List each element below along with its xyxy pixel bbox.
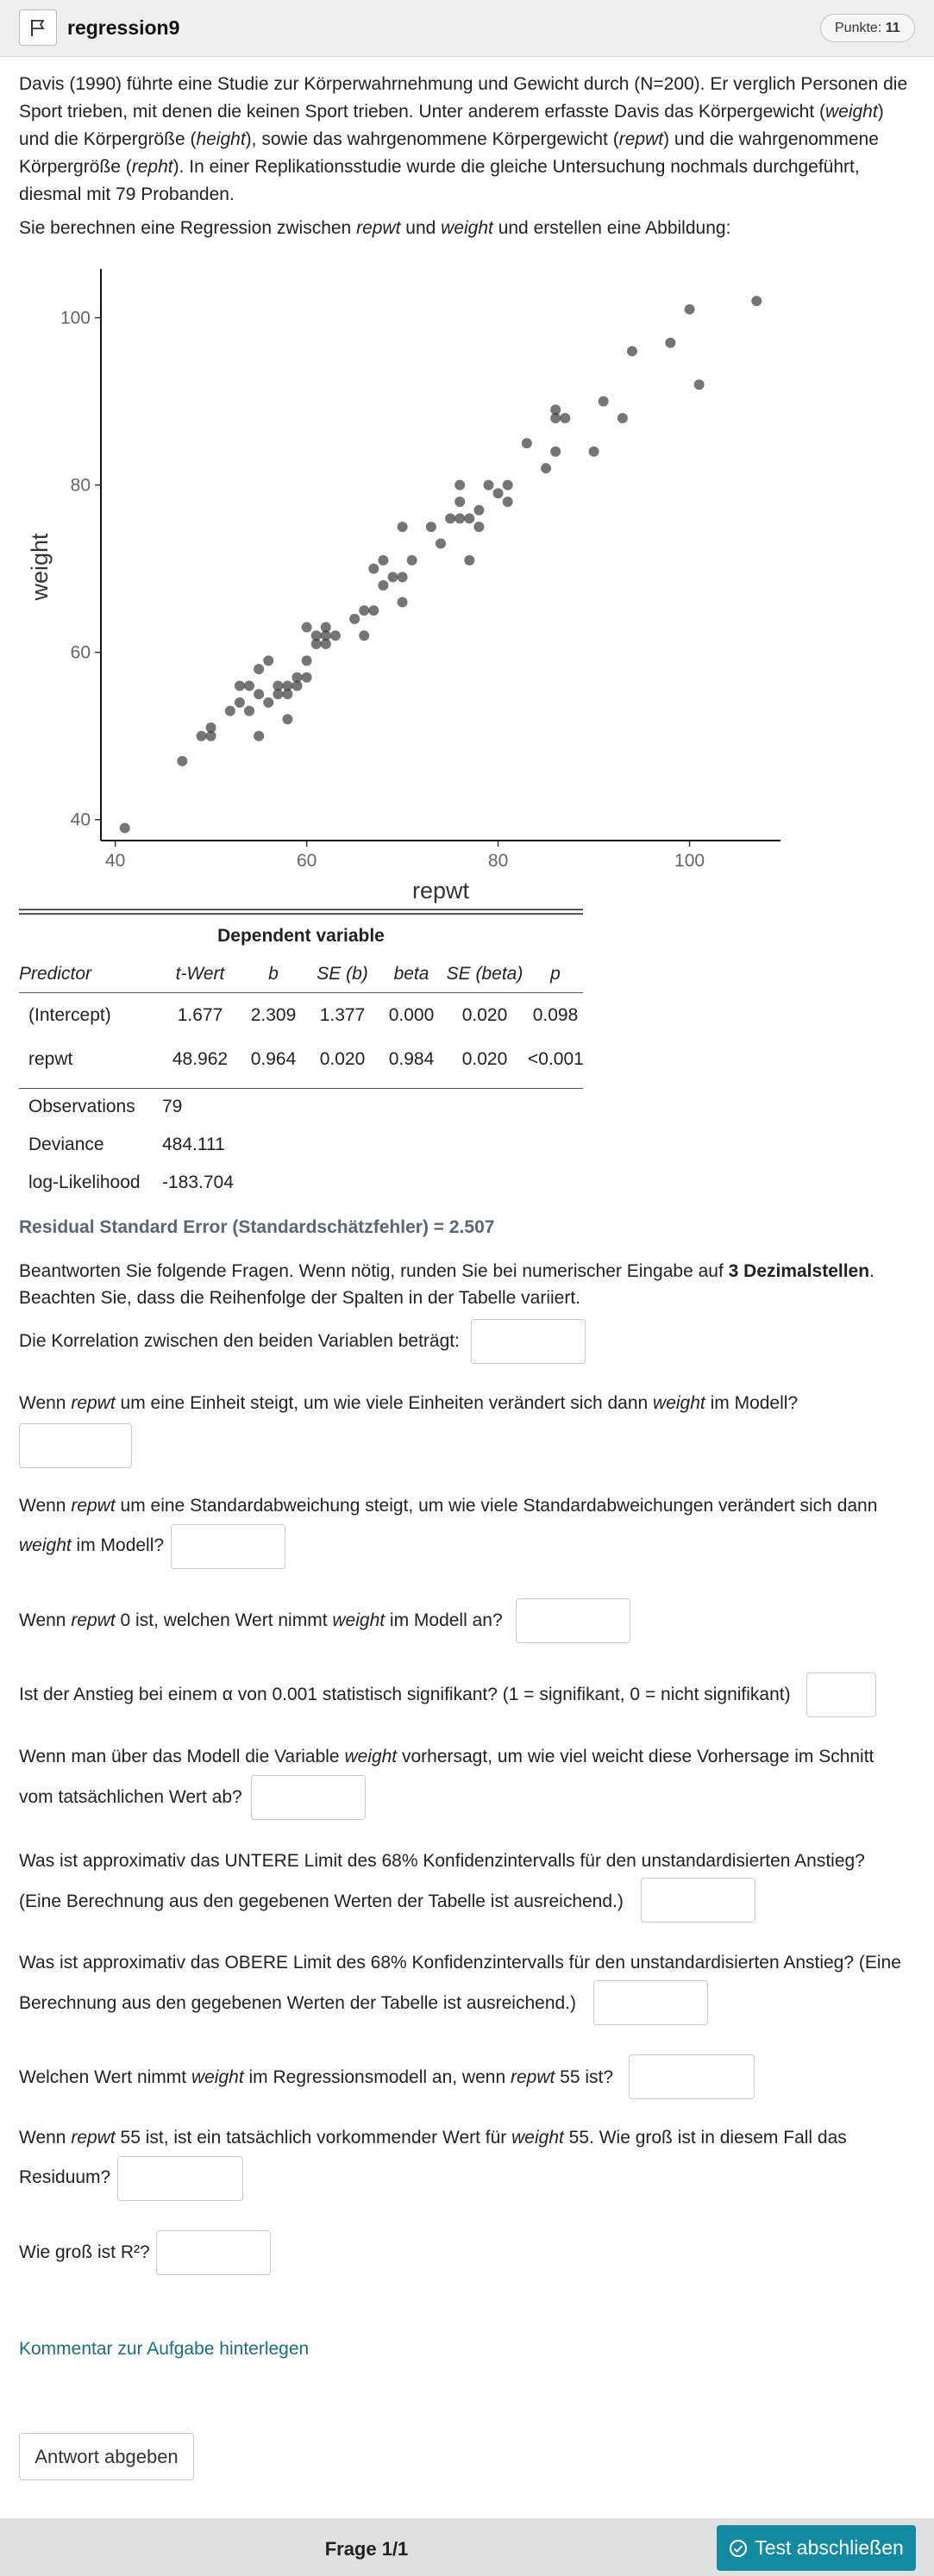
stat-value: 484.111 bbox=[162, 1135, 225, 1154]
data-point bbox=[617, 413, 628, 423]
data-point bbox=[359, 630, 369, 641]
intro-part: Davis (1990) führte eine Studie zur Körperwahrnehmung und Gewicht durch (N=200). Er verglich Personen die Sport trieben, mit denen die keinen Sport trieben. Unter anderem erfasste Davis das Körpergewicht ( bbox=[19, 74, 908, 122]
q-text: 55. Wie groß ist in diesem Fall das bbox=[563, 2128, 847, 2148]
x-tick-label: 80 bbox=[487, 851, 509, 871]
q-text: Wenn bbox=[19, 2128, 72, 2148]
var-height: height bbox=[196, 129, 246, 149]
y-tick-label: 40 bbox=[70, 810, 91, 830]
var-weight: weight bbox=[441, 218, 493, 238]
answer-input-significance[interactable] bbox=[806, 1673, 876, 1717]
answer-input-ci-lower[interactable] bbox=[641, 1878, 755, 1923]
question-3-cont bbox=[19, 1532, 916, 1560]
data-point bbox=[454, 497, 465, 507]
data-point bbox=[398, 572, 408, 582]
question-11: Wie groß ist R²? bbox=[19, 2242, 150, 2262]
instructions-text: Beantworten Sie folgende Fragen. Wenn nötig, runden Sie bei numerischer Eingabe auf bbox=[19, 1261, 729, 1281]
x-tick-label: 60 bbox=[296, 851, 317, 871]
question-4 bbox=[19, 1607, 916, 1635]
question-7: Was ist approximativ das UNTERE Limit des 68% Konfidenzintervalls für den unstandardisierten Anstieg? bbox=[19, 1851, 865, 1871]
q-text: um eine Einheit steigt, um wie viele Einheiten verändert sich dann bbox=[115, 1393, 654, 1413]
intro-part: ). In einer Replikationsstudie wurde die gleiche Untersuchung nochmals durchgeführt, diesmal mit 79 Probanden. bbox=[19, 157, 860, 204]
question-title: regression9 bbox=[67, 16, 180, 39]
data-point bbox=[282, 714, 292, 724]
question-3 bbox=[19, 1492, 916, 1520]
data-point bbox=[206, 722, 216, 733]
answer-input-prediction[interactable] bbox=[629, 2054, 755, 2099]
data-point bbox=[599, 397, 609, 407]
data-point bbox=[388, 572, 398, 582]
intro-part: ) und die wahrgenommene Körpergröße ( bbox=[19, 129, 879, 177]
q-text: im Modell? bbox=[705, 1393, 799, 1413]
data-point bbox=[263, 697, 273, 708]
y-tick-label: 60 bbox=[70, 642, 91, 663]
data-point bbox=[665, 338, 675, 348]
answer-input-intercept[interactable] bbox=[516, 1598, 630, 1643]
stat-value: -183.704 bbox=[162, 1172, 234, 1192]
data-point bbox=[311, 630, 322, 641]
stat-value: 79 bbox=[162, 1097, 183, 1116]
q-text: Wenn bbox=[19, 1393, 72, 1413]
table-column-header: Predictor bbox=[19, 964, 92, 984]
comment-link[interactable]: Kommentar zur Aufgabe hinterlegen bbox=[19, 2339, 310, 2359]
data-point bbox=[302, 672, 312, 683]
data-point bbox=[550, 404, 561, 415]
points-badge bbox=[820, 14, 915, 42]
table-cell: 0.020 bbox=[461, 1005, 508, 1025]
question-1: Die Korrelation zwischen den beiden Variablen beträgt: bbox=[19, 1331, 460, 1351]
flag-button[interactable] bbox=[19, 9, 57, 46]
points-label: Punkte: bbox=[835, 21, 882, 35]
stat-label: Deviance bbox=[28, 1135, 104, 1154]
footer-bar bbox=[0, 2518, 934, 2576]
answer-input-residual[interactable] bbox=[117, 2156, 243, 2201]
question-6-cont: vom tatsächlichen Wert ab? bbox=[19, 1787, 242, 1807]
data-point bbox=[235, 680, 245, 691]
table-cell: (Intercept) bbox=[28, 1005, 111, 1025]
q-text: 55 ist, ist ein tatsächlich vorkommender Wert für bbox=[115, 2128, 512, 2148]
data-point bbox=[541, 463, 551, 473]
data-point bbox=[292, 680, 303, 691]
data-point bbox=[483, 480, 493, 491]
question-10-cont: Residuum? bbox=[19, 2167, 111, 2187]
var-weight: weight bbox=[344, 1747, 398, 1766]
intro-part: Sie berechnen eine Regression zwischen bbox=[19, 218, 357, 238]
data-point bbox=[398, 522, 408, 532]
question-8: Was ist approximativ das OBERE Limit des 68% Konfidenzintervalls für den unstandardisierten Anstieg? (Eine bbox=[19, 1953, 901, 1973]
var-repwt: repwt bbox=[71, 1496, 116, 1516]
x-tick-label: 40 bbox=[104, 851, 126, 871]
intro-part: ), sowie das wahrgenommene Körpergewicht ( bbox=[245, 129, 619, 149]
table-cell: repwt bbox=[28, 1049, 73, 1069]
intro-text bbox=[19, 71, 916, 209]
data-point bbox=[263, 655, 273, 666]
table-header-rule bbox=[19, 992, 583, 993]
data-point bbox=[235, 697, 245, 708]
question-10 bbox=[19, 2124, 916, 2152]
y-tick-label: 80 bbox=[70, 475, 91, 496]
q-text: 55 ist? bbox=[555, 2067, 614, 2087]
table-cell: 0.020 bbox=[319, 1049, 366, 1069]
finish-test-label: Test abschließen bbox=[755, 2536, 904, 2559]
data-point bbox=[177, 756, 187, 766]
data-point bbox=[349, 614, 360, 624]
data-point bbox=[589, 447, 599, 457]
data-point bbox=[244, 706, 254, 716]
finish-test-button[interactable] bbox=[717, 2525, 916, 2571]
data-point bbox=[254, 731, 264, 741]
data-point bbox=[368, 564, 379, 574]
table-column-header: SE (b) bbox=[317, 964, 368, 984]
q-text: um eine Standardabweichung steigt, um wie viele Standardabweichungen verändert sich dann bbox=[115, 1496, 878, 1516]
q-text: vorhersagt, um wie viel weicht diese Vorhersage im Schnitt bbox=[397, 1747, 874, 1766]
data-point bbox=[398, 597, 408, 607]
submit-answer-button[interactable]: Antwort abgeben bbox=[19, 2433, 194, 2480]
data-point bbox=[254, 664, 264, 674]
question-5: Ist der Anstieg bei einem α von 0.001 statistisch signifikant? (1 = signifikant, 0 = nicht signifikant) bbox=[19, 1685, 791, 1704]
check-circle-icon bbox=[729, 2539, 748, 2558]
var-weight: weight bbox=[191, 2067, 244, 2087]
data-point bbox=[368, 605, 379, 616]
table-column-header: p bbox=[550, 964, 561, 984]
data-point bbox=[560, 413, 570, 423]
data-point bbox=[378, 555, 388, 566]
data-point bbox=[302, 655, 312, 666]
answer-input-r-squared[interactable] bbox=[156, 2230, 271, 2275]
data-point bbox=[407, 555, 417, 566]
var-repwt: repwt bbox=[356, 218, 401, 238]
q-text: Wenn man über das Modell die Variable bbox=[19, 1747, 345, 1766]
data-point bbox=[359, 605, 369, 616]
top-bar bbox=[0, 0, 934, 57]
var-repht: repht bbox=[131, 157, 173, 177]
var-repwt: repwt bbox=[618, 129, 664, 149]
data-point bbox=[282, 689, 292, 699]
var-repwt: repwt bbox=[510, 2067, 555, 2087]
q-text: im Regressionsmodell an, wenn bbox=[243, 2067, 511, 2087]
var-repwt: repwt bbox=[71, 1393, 116, 1413]
table-column-header: t-Wert bbox=[175, 964, 225, 984]
stat-label: Observations bbox=[28, 1097, 135, 1116]
data-point bbox=[493, 488, 504, 498]
intro-line2 bbox=[19, 215, 916, 242]
data-point bbox=[473, 505, 484, 516]
y-axis-title: weight bbox=[27, 533, 53, 601]
data-point bbox=[330, 630, 341, 641]
table-cell: 0.984 bbox=[388, 1049, 435, 1069]
table-cell: 2.309 bbox=[250, 1005, 297, 1025]
page-indicator: Frage 1/1 bbox=[324, 2538, 409, 2560]
data-point bbox=[473, 522, 484, 532]
q-text: Welchen Wert nimmt bbox=[19, 2067, 191, 2087]
q-text: im Modell? bbox=[71, 1535, 165, 1555]
data-point bbox=[751, 296, 762, 306]
data-point bbox=[503, 497, 513, 507]
stat-label: log-Likelihood bbox=[28, 1172, 141, 1192]
table-cell: 0.000 bbox=[388, 1005, 435, 1025]
var-weight: weight bbox=[824, 102, 878, 122]
table-cell: 0.098 bbox=[532, 1005, 579, 1025]
residual-standard-error: Residual Standard Error (Standardschätzfehler) = 2.507 bbox=[19, 1217, 495, 1237]
data-point bbox=[454, 480, 465, 491]
table-column-header: SE (beta) bbox=[446, 964, 523, 984]
scatter-chart bbox=[0, 250, 934, 905]
data-point bbox=[685, 304, 695, 315]
instructions-text: . bbox=[869, 1261, 874, 1281]
y-tick-label: 100 bbox=[60, 308, 91, 328]
data-point bbox=[694, 379, 705, 390]
q-text: im Modell an? bbox=[385, 1610, 503, 1630]
data-point bbox=[436, 539, 446, 549]
data-point bbox=[225, 706, 235, 716]
answer-input-rse[interactable] bbox=[251, 1775, 366, 1820]
var-weight: weight bbox=[19, 1535, 72, 1555]
question-6 bbox=[19, 1743, 916, 1771]
answer-input-beta[interactable] bbox=[171, 1524, 285, 1569]
var-weight: weight bbox=[332, 1610, 386, 1630]
data-point bbox=[273, 680, 283, 691]
table-cell: 1.677 bbox=[177, 1005, 223, 1025]
points-value: 11 bbox=[885, 21, 900, 35]
x-axis-title: repwt bbox=[411, 878, 470, 903]
data-point bbox=[120, 822, 130, 833]
question-7-cont: (Eine Berechnung aus den gegebenen Werten der Tabelle ist ausreichend.) bbox=[19, 1891, 624, 1911]
data-point bbox=[464, 513, 474, 523]
data-point bbox=[254, 689, 264, 699]
intro-part: und bbox=[400, 218, 442, 238]
var-weight: weight bbox=[653, 1393, 705, 1413]
var-repwt: repwt bbox=[71, 2128, 116, 2148]
data-point bbox=[454, 513, 465, 523]
flag-icon bbox=[29, 18, 47, 37]
data-point bbox=[302, 622, 312, 633]
data-point bbox=[627, 346, 637, 356]
q-text: 0 ist, welchen Wert nimmt bbox=[115, 1610, 333, 1630]
data-point bbox=[522, 438, 532, 448]
question-2 bbox=[19, 1390, 916, 1417]
table-top-rule bbox=[19, 913, 583, 915]
data-point bbox=[244, 680, 254, 691]
data-point bbox=[503, 480, 513, 491]
instructions-emphasis: 3 Dezimalstellen bbox=[728, 1261, 870, 1281]
table-body-rule bbox=[19, 1088, 583, 1089]
data-point bbox=[445, 513, 455, 523]
question-8-cont: Berechnung aus den gegebenen Werten der Tabelle ist ausreichend.) bbox=[19, 1993, 577, 2013]
intro-part: und erstellen eine Abbildung: bbox=[492, 218, 731, 238]
table-cell: <0.001 bbox=[528, 1049, 584, 1069]
table-cell: 1.377 bbox=[319, 1005, 366, 1025]
table-cell: 0.964 bbox=[250, 1049, 297, 1069]
table-top-rule bbox=[19, 909, 583, 910]
q-text: Wenn bbox=[19, 1610, 72, 1630]
x-tick-label: 100 bbox=[674, 851, 705, 871]
dependent-variable-header: Dependent variable bbox=[217, 926, 385, 946]
var-repwt: repwt bbox=[71, 1610, 116, 1630]
data-point bbox=[321, 630, 331, 641]
data-point bbox=[550, 447, 561, 457]
instructions bbox=[19, 1258, 916, 1311]
table-column-header: b bbox=[268, 964, 279, 984]
table-cell: 0.020 bbox=[461, 1049, 508, 1069]
question-9 bbox=[19, 2064, 916, 2091]
answer-input-ci-upper[interactable] bbox=[593, 1980, 708, 2025]
intro-part: ) und die Körpergröße ( bbox=[19, 102, 884, 149]
data-point bbox=[426, 522, 436, 532]
var-weight: weight bbox=[511, 2128, 564, 2148]
table-cell: 48.962 bbox=[172, 1049, 229, 1069]
instructions-note: Beachten Sie, dass die Reihenfolge der Spalten in der Tabelle variiert. bbox=[19, 1288, 581, 1308]
data-point bbox=[464, 555, 474, 566]
data-point bbox=[378, 580, 388, 591]
table-column-header: beta bbox=[393, 964, 429, 984]
answer-input-slope[interactable] bbox=[19, 1423, 132, 1468]
data-point bbox=[197, 731, 207, 741]
answer-input-correlation[interactable] bbox=[471, 1319, 586, 1364]
q-text: Wenn bbox=[19, 1496, 72, 1516]
